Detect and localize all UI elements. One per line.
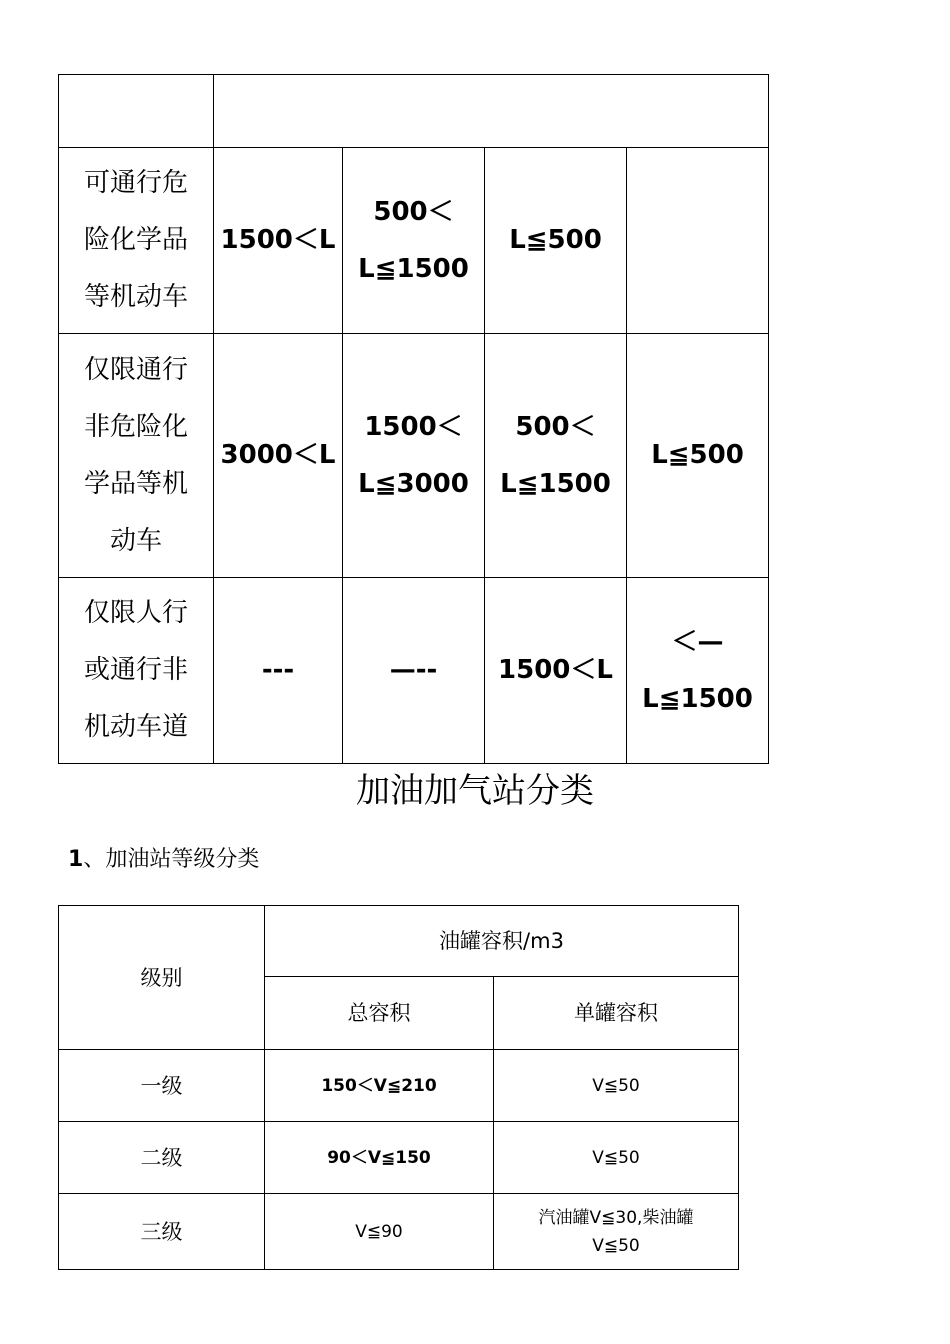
- table-cell: 500＜ L≦1500: [485, 334, 627, 578]
- level-header: 级别: [59, 906, 265, 1050]
- table-row: [59, 148, 769, 334]
- total-volume-cell: V≦90: [265, 1194, 494, 1270]
- total-volume-cell: 150＜V≦210: [265, 1050, 494, 1122]
- table-cell: L≦500: [627, 334, 769, 578]
- table-cell: 1500＜L: [214, 148, 343, 334]
- table-cell: 1500＜ L≦3000: [343, 334, 485, 578]
- row-label: 可通行危 险化学品 等机动车: [59, 148, 214, 334]
- total-volume-header: 总容积: [265, 977, 494, 1050]
- single-tank-cell: V≦50: [494, 1050, 739, 1122]
- single-tank-header: 单罐容积: [494, 977, 739, 1050]
- table-cell: ---: [214, 578, 343, 764]
- table-cell: L≦500: [485, 148, 627, 334]
- gas-station-grade-table: [58, 905, 739, 1270]
- table-cell: 500＜ L≦1500: [343, 148, 485, 334]
- single-tank-cell: V≦50: [494, 1122, 739, 1194]
- row-label: 仅限人行 或通行非 机动车道: [59, 578, 214, 764]
- table-cell: [627, 148, 769, 334]
- row-label: 仅限通行 非危险化 学品等机 动车: [59, 334, 214, 578]
- level-cell: 三级: [59, 1194, 265, 1270]
- table-row: [59, 1050, 739, 1122]
- section-heading: 1、加油站等级分类: [68, 847, 260, 872]
- page-title: 加油加气站分类: [356, 771, 594, 811]
- table-cell: 1500＜L: [485, 578, 627, 764]
- table-row: [59, 334, 769, 578]
- table-cell: —--: [343, 578, 485, 764]
- level-cell: 二级: [59, 1122, 265, 1194]
- table-row: [59, 578, 769, 764]
- table-row: [59, 1194, 739, 1270]
- table-cell: ＜— L≦1500: [627, 578, 769, 764]
- header-row: [59, 906, 739, 977]
- road-classification-table: [58, 74, 769, 764]
- table-cell: 3000＜L: [214, 334, 343, 578]
- empty-cell: [59, 75, 214, 148]
- empty-cell: [214, 75, 769, 148]
- level-cell: 一级: [59, 1050, 265, 1122]
- table-row: [59, 75, 769, 148]
- total-volume-cell: 90＜V≦150: [265, 1122, 494, 1194]
- tank-volume-header: 油罐容积/m3: [265, 906, 739, 977]
- table-row: [59, 1122, 739, 1194]
- single-tank-cell: 汽油罐V≦30,柴油罐 V≦50: [494, 1194, 739, 1270]
